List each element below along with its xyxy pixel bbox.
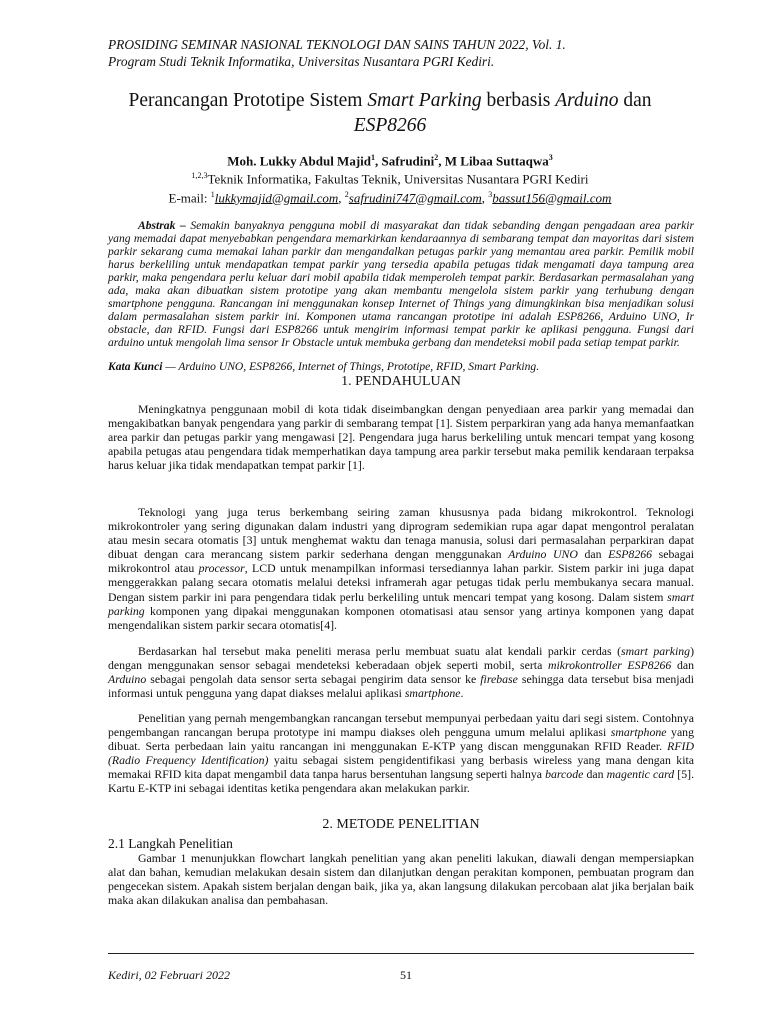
text-run: Penelitian yang pernah mengembangkan rancangan tersebut mempunyai perbedaan yaitu dari segi sistem. Contohnya pengembangan rancangan berupa prototype ini mampu diakses oleh pengguna umum melalui aplikasi [108, 711, 694, 740]
header-line-2: Program Studi Teknik Informatika, Universitas Nusantara PGRI Kediri. [108, 54, 495, 69]
italic-run: firebase [480, 672, 518, 687]
section-heading-1: 1. PENDAHULUAN [341, 374, 461, 389]
text-run: yang dibuat. Serta perbedaan lain yaitu rancangan ini menggunakan E-KTP yang discan menggunakan RFID Reader. [108, 725, 694, 754]
running-header [108, 36, 688, 70]
italic-run: Arduino [108, 672, 147, 687]
title-part: berbasis [481, 90, 556, 111]
paragraph-3 [108, 644, 694, 700]
page-number: 51 [400, 968, 412, 982]
author-sup: 3 [548, 153, 553, 162]
text-run: , LCD untuk menampilkan informasi tersediannya lahan parkir. Sistem parkir ini juga dapat menggerakkan palang secara otomatis melalui deteksi inframerah agar petugas tidak perlu membukanya secara manual. Dengan sistem parkir ini para pengendara tidak perlu berkeliling untuk mencari tempat yang kosong. Dalam sistem [108, 561, 694, 604]
keywords-label: Kata Kunci [108, 360, 163, 373]
text-run: komponen yang dipakai menggunakan komponen otomatisasi atau sensor yang artinya komponen yang dapat mengendalikan sistem parkir secara otomatis[4]. [108, 603, 694, 632]
title-part: Smart Parking [367, 90, 482, 111]
footer-divider [108, 953, 694, 954]
email-sup: 3 [488, 189, 493, 199]
italic-run: smart parking [621, 644, 691, 658]
text-run: dan [671, 658, 694, 673]
italic-run: ESP8266 [608, 547, 653, 562]
affiliation-text: Teknik Informatika, Fakultas Teknik, Universitas Nusantara PGRI Kediri [207, 171, 589, 187]
keywords [108, 360, 694, 373]
italic-run: smartphone [610, 725, 667, 740]
italic-run: mikrokontroller ESP8266 [547, 658, 672, 673]
italic-run: Arduino UNO [508, 547, 578, 562]
text-run: dan [577, 547, 609, 562]
email-link-2[interactable]: safrudini747@gmail.com [348, 189, 482, 205]
email-link-1[interactable]: lukkymajid@gmail.com [214, 189, 339, 205]
italic-run: processor [198, 561, 245, 576]
paragraph-5: Gambar 1 menunjukkan flowchart langkah penelitian yang akan peneliti lakukan, diawali dengan mempersiapkan alat dan bahan, kemudian melakukan desain sistem dan dilanjutkan dengan perakitan komponen, pembuatan program dan pengecekan sistem. Apakah sistem berjalan dengan baik, jika ya, akan langsung dilakukan percobaan alat jika berjalan baik maka akan dilakukan analisa dan pembahasan. [108, 851, 694, 908]
text-run: sebagai mikrokontrol atau [108, 547, 694, 576]
text-run: dan [583, 767, 607, 782]
paper-title [80, 88, 700, 138]
author-name: , M Libaa Suttaqwa [438, 153, 549, 169]
affiliation [60, 168, 720, 186]
abstract-label: Abstrak – [138, 219, 191, 232]
text-run: [5]. Kartu E-KTP ini sebagai identitas ketika pengendara akan melakukan parkir. [108, 767, 695, 796]
title-part: Perancangan Prototipe Sistem [128, 90, 368, 111]
email-link-3[interactable]: bassut156@gmail.com [492, 189, 612, 205]
affiliation-sup: 1,2,3 [191, 171, 208, 181]
text-run: Berdasarkan hal tersebut maka peneliti merasa perlu membuat suatu alat kendali parkir cerdas ( [138, 644, 622, 658]
abstract-text: Semakin banyaknya pengguna mobil di masyarakat dan tidak sebanding dengan pengadaan area parkir yang memadai dapat menyebabkan pengendara memarkirkan kendaraannya di sembarang tempat dan mayoritas dari sistem parkir sekarang cuma memakai lahan parkir dan mengandalkan petugas parkir yang memantau area parkir. Pemilik mobil harus berkeliling untuk mendapatkan tempat parkir yang tersedia apabila petugas tidak mengamati daya tampung area parkir, maka pengendara perlu keluar dari mobil apabila tidak memperoleh tempat parkir. Berdasarkan permasalahan yang ada, maka akan dibuatkan sistem prototipe yang akan membantu mengelola sistem parkir yang terhubung dengan smartphone pengguna. Rancangan ini menggunakan konsep Internet of Things yang dimungkinkan bisa menjadikan solusi dalam permasalahan sistem parkir ini. Komponen utama rancangan prototipe ini adalah ESP8266, Arduino UNO, Ir obstacle, dan RFID. Fungsi dari ESP8266 untuk mengirim informasi tempat parkir ke aplikasi pengguna. Fungsi dari arduino untuk mengolah lima sensor Ir Obstacle untuk membuka gerbang dan mendeteksi mobil pada setiap tempat parkir. [108, 219, 694, 349]
author-sup: 1 [371, 153, 375, 162]
abstract [108, 219, 694, 349]
paragraph-4 [108, 711, 694, 796]
text-run: . [460, 686, 464, 701]
italic-run: barcode [545, 767, 584, 782]
author-names [60, 150, 720, 168]
text-run: sebagai pengolah data sensor serta sebagai pengirim data sensor ke [146, 672, 481, 687]
paragraph-1: Meningkatnya penggunaan mobil di kota tidak diseimbangkan dengan penyediaan area parkir yang memadai dan mengakibatkan banyak pengendara yang parkir di sembarang tempat [1]. Sistem perparkiran yang ada hanya memanfaatkan area parkir dan petugas parkir yang mengawasi [2]. Pengendara juga harus berkeliling untuk mencari tempat yang kosong apabila petugas atau pengendara tidak memperhatikan daya tampung area parkir tersebut maka pemilik kendaraan terpaksa harus keluar jika tidak mendapatkan tempat parkir [1]. [108, 402, 694, 473]
text-run: ) dengan menggunakan sensor sebagai mendeteksi keberadaan objek seperti mobil, serta [108, 644, 695, 673]
footer-date: Kediri, 02 Februari 2022 [108, 968, 230, 982]
title-part: Arduino [555, 90, 619, 111]
section-heading-2: 2. METODE PENELITIAN [322, 817, 480, 832]
email-sep: , [481, 189, 489, 205]
email-label: E-mail: [168, 189, 211, 205]
header-line-1: PROSIDING SEMINAR NASIONAL TEKNOLOGI DAN SAINS TAHUN 2022, Vol. 1. [108, 37, 566, 52]
text-run: Teknologi yang juga terus berkembang seiring zaman khususnya pada bidang mikrokontrol. Teknologi mikrokontroler yang sering digunakan dalam industri yang diprogram sedemikian rupa agar dapat mengontrol peralatan atau mesin secara otomatis [3] untuk menghemat waktu dan tenaga manusia, solusi dari permasalahan perparkiran dapat dibuat dengan cara merancang sistem parkir sederhana dengan menggunakan [108, 505, 694, 562]
author-name: , Safrudini [375, 153, 435, 169]
author-block [60, 150, 720, 205]
italic-run: smartphone [404, 686, 461, 701]
italic-run: RFID (Radio Frequency Identification) [108, 739, 694, 768]
subsection-heading: 2.1 Langkah Penelitian [108, 836, 233, 851]
email-sep: , [338, 189, 345, 205]
keywords-text: — Arduino UNO, ESP8266, Internet of Things, Prototipe, RFID, Smart Parking. [162, 360, 540, 373]
title-part: dan [618, 90, 652, 111]
italic-run: smart parking [108, 589, 694, 618]
author-name: Moh. Lukky Abdul Majid [227, 153, 371, 169]
paragraph-2 [108, 505, 694, 632]
text-run: yaitu sebagai sistem pengidentifikasi yang berbasis wireless yang mana dengan kita memakai RFID kita dapat mengambil data tanpa harus bersentuhan langsung seperti halnya [108, 753, 694, 782]
email-sup: 1 [210, 189, 215, 199]
email-sup: 2 [344, 189, 349, 199]
text-run: sehingga data tersebut bisa menjadi informasi untuk pengguna yang dapat diakses melalui aplikasi [108, 672, 694, 701]
author-sup: 2 [434, 153, 439, 162]
italic-run: magentic card [606, 767, 675, 782]
title-part: ESP8266 [353, 115, 427, 136]
email-line [60, 187, 720, 205]
